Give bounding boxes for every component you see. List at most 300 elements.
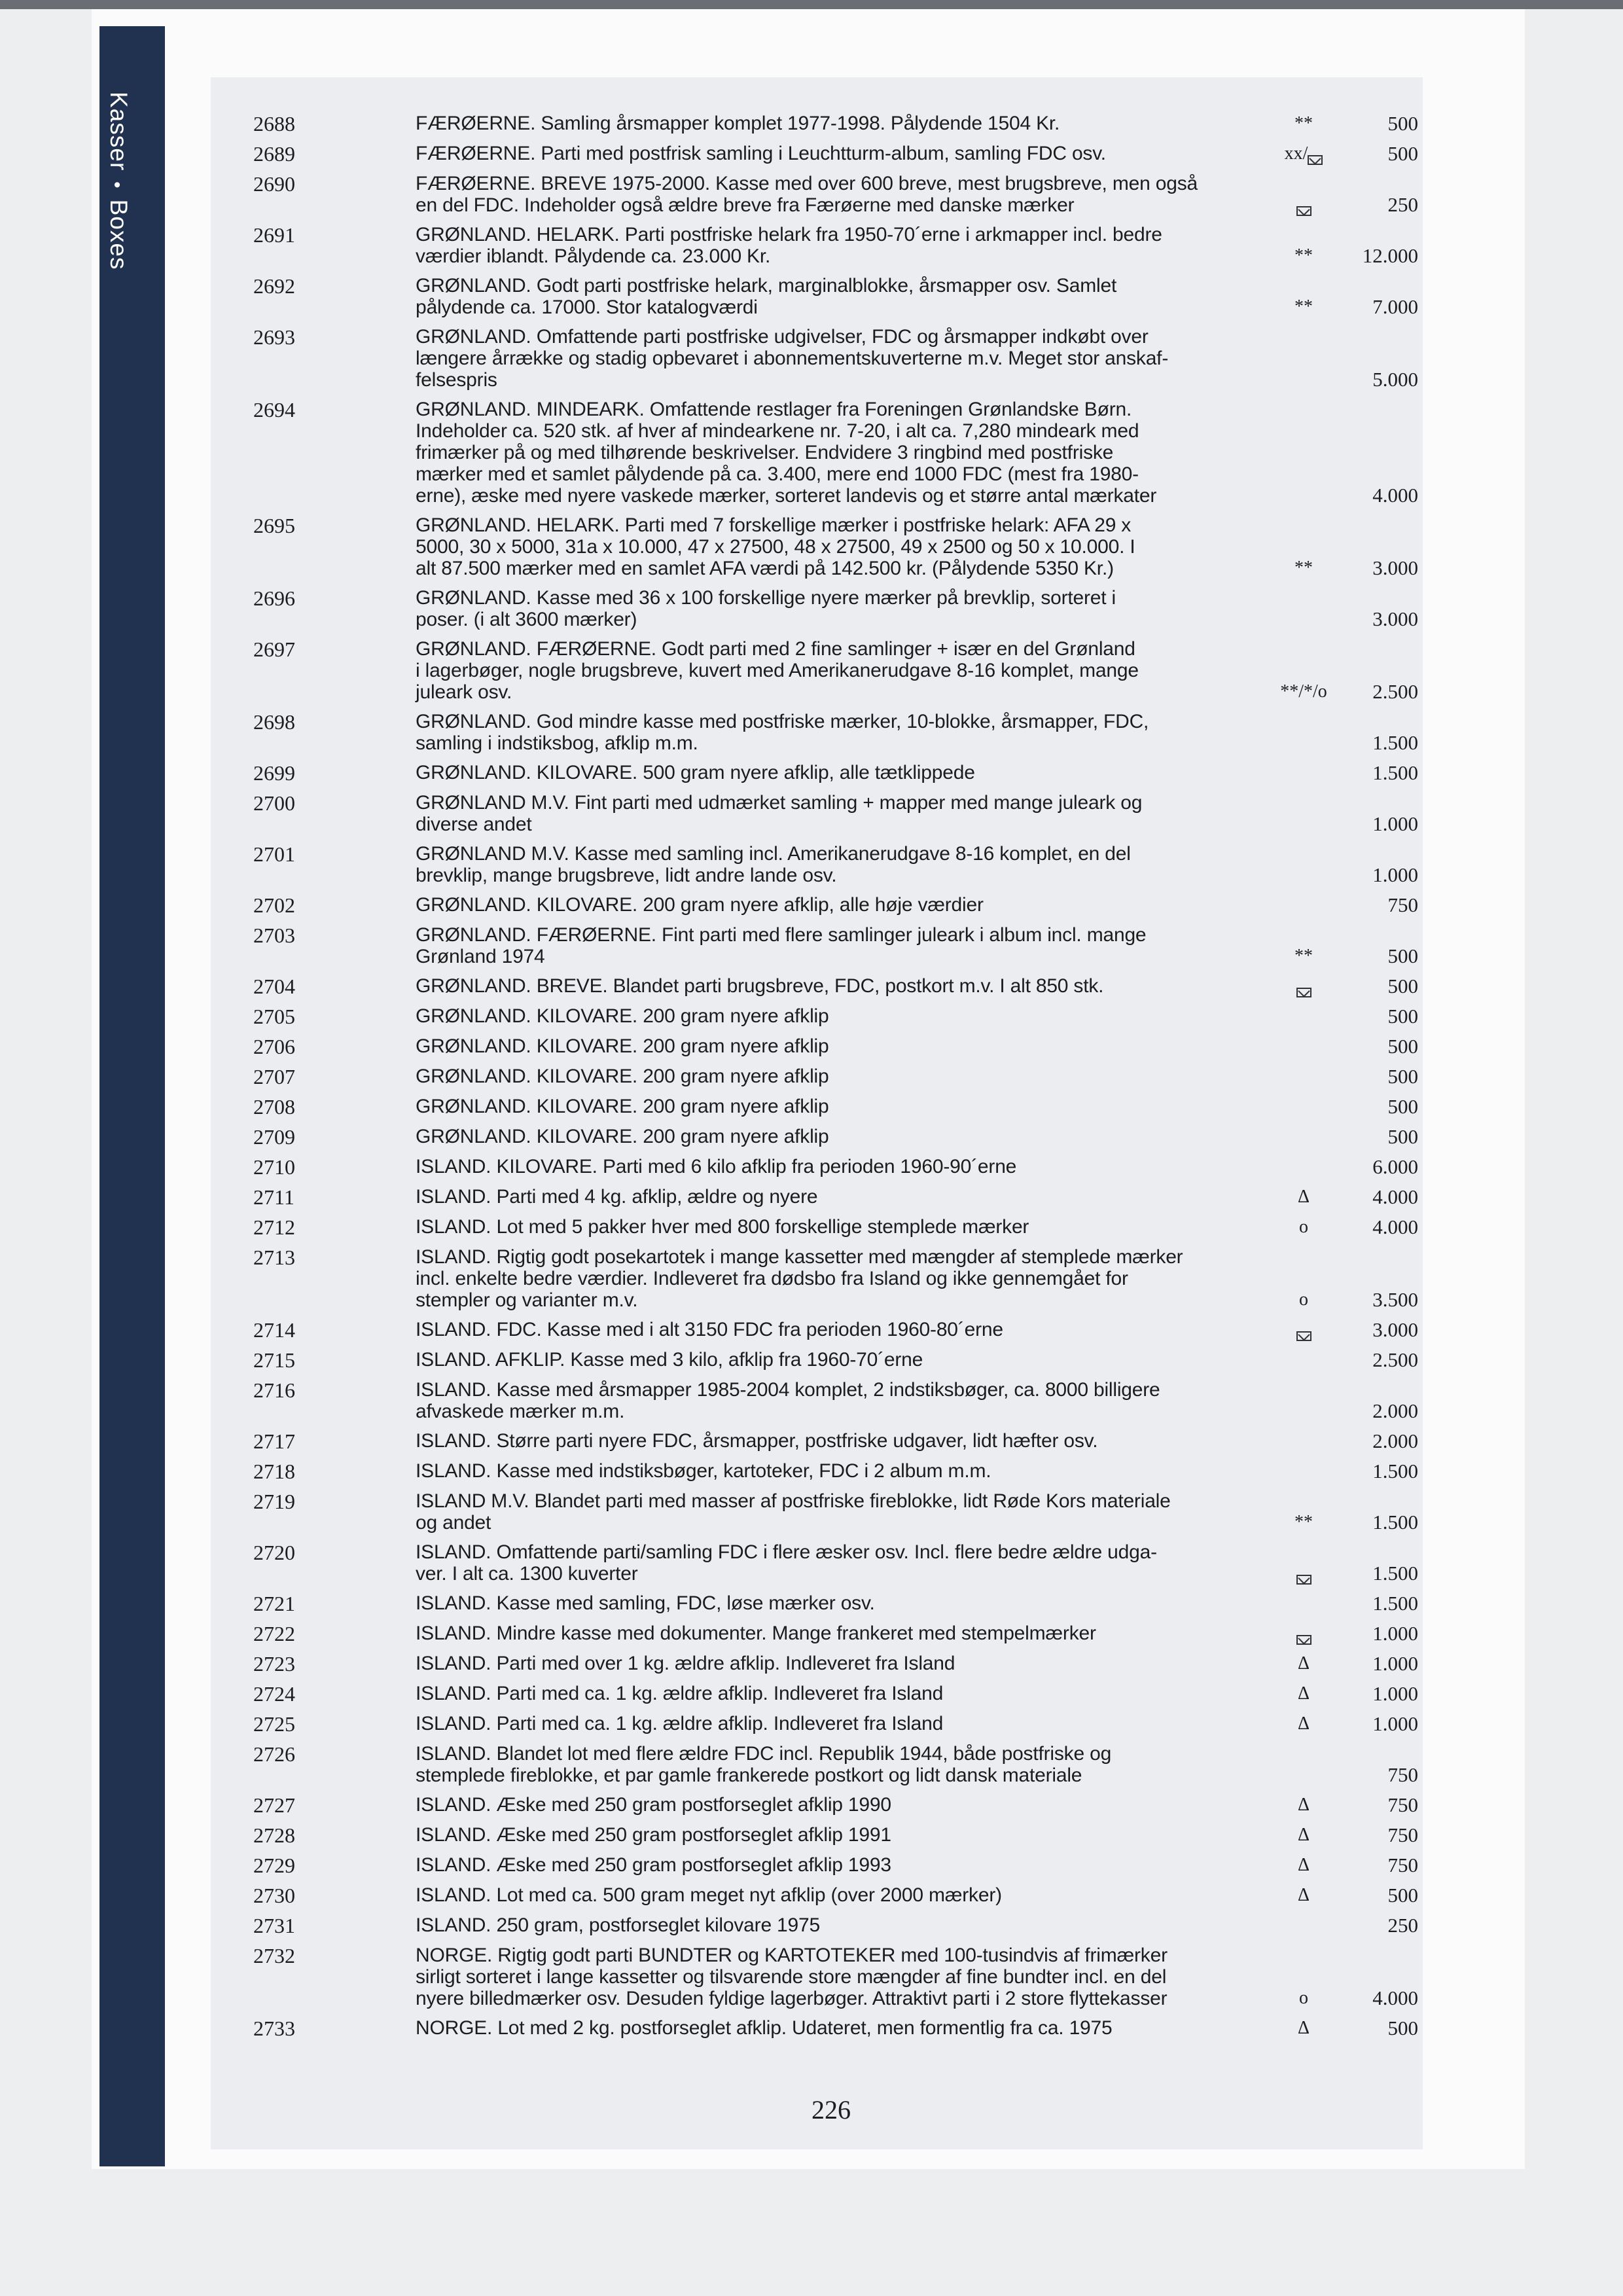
- lot-condition: [1255, 1541, 1353, 1585]
- lot-description: [416, 792, 1247, 835]
- lot-description-line: GRØNLAND. HELARK. Parti postfriske helark fra 1950-70´erne i arkmapper incl. bedre: [416, 224, 1162, 245]
- lot-number: 2722: [253, 1622, 295, 1645]
- lot-price: 4.000: [1372, 1986, 1418, 2009]
- lot-row: [211, 1096, 1421, 1118]
- lot-description: [416, 1623, 1247, 1645]
- lot-number: 2719: [253, 1490, 295, 1513]
- lot-price: 1.000: [1372, 812, 1418, 835]
- lot-description-line: ISLAND. 250 gram, postforseglet kilovare 1975: [416, 1914, 820, 1936]
- lot-price: 500: [1387, 142, 1418, 165]
- lot-description-line: juleark osv.: [416, 681, 512, 703]
- lot-condition: [1255, 224, 1353, 267]
- lot-description-line: ISLAND. AFKLIP. Kasse med 3 kilo, afklip fra 1960-70´erne: [416, 1349, 923, 1371]
- envelope-icon: [1296, 1575, 1311, 1585]
- lot-row: [211, 143, 1421, 165]
- lot-number: 2705: [253, 1005, 295, 1028]
- lot-number: 2699: [253, 761, 295, 785]
- lot-condition: [1255, 1379, 1353, 1422]
- lot-description-line: Grønland 1974: [416, 946, 545, 967]
- lot-number: 2703: [253, 924, 295, 947]
- lot-condition: [1255, 275, 1353, 318]
- lot-condition: [1255, 711, 1353, 754]
- lot-description: [416, 1824, 1247, 1846]
- lot-number: 2731: [253, 1914, 295, 1937]
- lot-condition: [1255, 514, 1353, 579]
- lot-number: 2710: [253, 1155, 295, 1179]
- lot-condition-symbol: o: [1299, 1289, 1308, 1310]
- lot-description-line: GRØNLAND. Omfattende parti postfriske udgivelser, FDC og årsmapper indkøbt over: [416, 326, 1149, 348]
- lot-condition: [1255, 326, 1353, 391]
- lot-description: [416, 1914, 1247, 1937]
- lot-description-line: GRØNLAND. FÆRØERNE. Godt parti med 2 fine samlinger + især en del Grønland: [416, 638, 1135, 660]
- lot-row: [211, 1623, 1421, 1645]
- lot-condition: [1255, 1430, 1353, 1452]
- lot-number: 2707: [253, 1065, 295, 1088]
- lot-description: [416, 113, 1247, 135]
- lot-number: 2721: [253, 1592, 295, 1615]
- lot-row: [211, 762, 1421, 784]
- lot-condition-symbol: **: [1294, 558, 1313, 578]
- lot-description-line: i lagerbøger, nogle brugsbreve, kuvert med Amerikanerudgave 8-16 komplet, mange: [416, 660, 1139, 681]
- lot-condition: [1255, 1653, 1353, 1675]
- lot-number: 2720: [253, 1541, 295, 1564]
- lot-price: 6.000: [1372, 1155, 1418, 1178]
- lot-description-line: incl. enkelte bedre værdier. Indleveret fra dødsbo fra Island og ikke gennemgået for: [416, 1268, 1128, 1289]
- lot-number: 2692: [253, 274, 295, 298]
- lot-price: 500: [1387, 1125, 1418, 1148]
- lot-condition: [1255, 762, 1353, 784]
- lot-condition: [1255, 1066, 1353, 1088]
- lot-condition-symbol: Δ: [1297, 1713, 1310, 1734]
- lot-price: 2.500: [1372, 680, 1418, 703]
- lot-number: 2713: [253, 1246, 295, 1269]
- lot-row: [211, 711, 1421, 754]
- lot-description: [416, 224, 1247, 267]
- lot-price: 750: [1387, 1854, 1418, 1876]
- lot-row: [211, 1683, 1421, 1705]
- lot-condition: [1255, 587, 1353, 630]
- lot-description: [416, 1884, 1247, 1907]
- lot-description-line: ISLAND. FDC. Kasse med i alt 3150 FDC fra perioden 1960-80´erne: [416, 1319, 1003, 1340]
- lot-condition-symbol: Δ: [1297, 1683, 1310, 1704]
- lot-description-line: stemplede fireblokke, et par gamle frankerede postkort og lidt dansk materiale: [416, 1765, 1082, 1786]
- lot-condition-symbol: Δ: [1297, 1855, 1310, 1875]
- lot-description-line: GRØNLAND M.V. Fint parti med udmærket samling + mapper med mange juleark og: [416, 792, 1143, 814]
- lot-condition: [1255, 1035, 1353, 1058]
- lot-description: [416, 894, 1247, 916]
- lot-condition: [1255, 1096, 1353, 1118]
- lot-price: 2.000: [1372, 1429, 1418, 1452]
- lot-price: 250: [1387, 193, 1418, 216]
- lot-description-line: alt 87.500 mærker med en samlet AFA værdi på 142.500 kr. (Pålydende 5350 Kr.): [416, 558, 1114, 579]
- lot-row: [211, 1319, 1421, 1341]
- lot-price: 3.000: [1372, 1318, 1418, 1341]
- lot-description: [416, 843, 1247, 886]
- lot-description-line: ISLAND. Kasse med årsmapper 1985-2004 komplet, 2 indstiksbøger, ca. 8000 billigere: [416, 1379, 1160, 1401]
- lot-price: 250: [1387, 1914, 1418, 1937]
- lot-condition: [1255, 975, 1353, 997]
- lot-description-line: ver. I alt ca. 1300 kuverter: [416, 1563, 638, 1585]
- lot-condition-symbol: Δ: [1297, 1187, 1310, 1207]
- lot-description: [416, 924, 1247, 967]
- lot-row: [211, 894, 1421, 916]
- lot-number: 2704: [253, 975, 295, 998]
- lot-number: 2711: [253, 1185, 294, 1209]
- lot-description: [416, 1945, 1247, 2009]
- lot-description-line: brevklip, mange brugsbreve, lidt andre lande osv.: [416, 865, 837, 886]
- lot-price: 3.000: [1372, 556, 1418, 579]
- lot-row: [211, 587, 1421, 630]
- lot-row: [211, 224, 1421, 267]
- lot-price: 750: [1387, 893, 1418, 916]
- lot-condition: [1255, 1854, 1353, 1876]
- envelope-icon: [1296, 1331, 1311, 1341]
- lot-description-line: FÆRØERNE. Parti med postfrisk samling i Leuchtturm-album, samling FDC osv.: [416, 143, 1106, 164]
- lot-condition-symbol: Δ: [1297, 1653, 1310, 1674]
- lot-condition: [1255, 1319, 1353, 1341]
- lot-number: 2723: [253, 1652, 295, 1676]
- lot-row: [211, 924, 1421, 967]
- lot-condition-symbol: Δ: [1297, 1795, 1310, 1815]
- section-title-danish: Kasser: [105, 92, 132, 171]
- lot-condition-symbol: Δ: [1297, 1885, 1310, 1905]
- lot-description-line: GRØNLAND. FÆRØERNE. Fint parti med flere samlinger juleark i album incl. mange: [416, 924, 1147, 946]
- lot-description: [416, 1794, 1247, 1816]
- lot-condition: [1255, 399, 1353, 507]
- lot-description-line: GRØNLAND. BREVE. Blandet parti brugsbreve, FDC, postkort m.v. I alt 850 stk.: [416, 975, 1104, 997]
- lot-description: [416, 399, 1247, 507]
- lot-condition: [1255, 143, 1353, 165]
- lot-price: 4.000: [1372, 484, 1418, 507]
- lot-description-line: ISLAND. Parti med ca. 1 kg. ældre afklip. Indleveret fra Island: [416, 1713, 944, 1734]
- lot-description-line: 5000, 30 x 5000, 31a x 10.000, 47 x 27500, 48 x 27500, 49 x 2500 og 50 x 10.000. I: [416, 536, 1135, 558]
- section-title-english: Boxes: [105, 199, 132, 270]
- lot-price: 1.500: [1372, 761, 1418, 784]
- lot-number: 2727: [253, 1793, 295, 1817]
- lot-condition: [1255, 113, 1353, 135]
- lot-number: 2706: [253, 1035, 295, 1058]
- lot-price: 2.000: [1372, 1399, 1418, 1422]
- lot-row: [211, 1592, 1421, 1615]
- lot-price: 4.000: [1372, 1185, 1418, 1208]
- lot-condition-symbol: xx/: [1284, 143, 1308, 164]
- lot-description-line: diverse andet: [416, 814, 532, 835]
- lot-number: 2688: [253, 112, 295, 135]
- lot-row: [211, 173, 1421, 216]
- lot-description-line: ISLAND. Større parti nyere FDC, årsmapper, postfriske udgaver, lidt hæfter osv.: [416, 1430, 1098, 1452]
- lot-price: 1.000: [1372, 1622, 1418, 1645]
- lot-description: [416, 1379, 1247, 1422]
- lot-condition: [1255, 1914, 1353, 1937]
- lot-number: 2724: [253, 1682, 295, 1706]
- lot-description: [416, 1005, 1247, 1028]
- lot-description-line: GRØNLAND. HELARK. Parti med 7 forskellige mærker i postfriske helark: AFA 29 x: [416, 514, 1132, 536]
- lot-description-line: afvaskede mærker m.m.: [416, 1401, 625, 1422]
- lot-condition: [1255, 1592, 1353, 1615]
- lot-description-line: ISLAND. Lot med 5 pakker hver med 800 forskellige stemplede mærker: [416, 1216, 1029, 1238]
- lot-row: [211, 1430, 1421, 1452]
- lot-price: 750: [1387, 1763, 1418, 1786]
- lot-price: 1.000: [1372, 1652, 1418, 1675]
- lot-row: [211, 514, 1421, 579]
- lot-price: 1.500: [1372, 1592, 1418, 1615]
- lot-description-line: ISLAND. Omfattende parti/samling FDC i flere æsker osv. Incl. flere bedre ældre udga-: [416, 1541, 1157, 1563]
- lot-price: 1.000: [1372, 1682, 1418, 1705]
- lot-description-line: stempler og varianter m.v.: [416, 1289, 638, 1311]
- lot-description-line: GRØNLAND. KILOVARE. 200 gram nyere afklip: [416, 1066, 829, 1087]
- lot-description: [416, 1216, 1247, 1238]
- lot-number: 2697: [253, 637, 295, 661]
- lot-number: 2696: [253, 586, 295, 610]
- lot-row: [211, 2017, 1421, 2039]
- lot-description-line: poser. (i alt 3600 mærker): [416, 609, 637, 630]
- lot-description-line: en del FDC. Indeholder også ældre breve fra Færøerne med danske mærker: [416, 194, 1075, 216]
- lot-description: [416, 1126, 1247, 1148]
- lot-description-line: ISLAND. Parti med over 1 kg. ældre afklip. Indleveret fra Island: [416, 1653, 955, 1674]
- lot-description-line: NORGE. Lot med 2 kg. postforseglet afklip. Udateret, men formentlig fra ca. 1975: [416, 2017, 1113, 2039]
- lot-description: [416, 762, 1247, 784]
- lot-description-line: pålydende ca. 17000. Stor katalogværdi: [416, 296, 758, 318]
- lot-description-line: FÆRØERNE. Samling årsmapper komplet 1977-1998. Pålydende 1504 Kr.: [416, 113, 1060, 134]
- lot-price: 500: [1387, 1065, 1418, 1088]
- lot-price: 1.500: [1372, 1460, 1418, 1482]
- lot-number: 2718: [253, 1460, 295, 1483]
- lot-condition: [1255, 1884, 1353, 1907]
- lot-description-line: ISLAND. Mindre kasse med dokumenter. Mange frankeret med stempelmærker: [416, 1623, 1096, 1644]
- lot-description: [416, 514, 1247, 579]
- lot-description: [416, 326, 1247, 391]
- lot-description: [416, 587, 1247, 630]
- lot-description: [416, 1186, 1247, 1208]
- lot-row: [211, 1653, 1421, 1675]
- lot-row: [211, 1743, 1421, 1786]
- envelope-icon: [1296, 988, 1311, 997]
- lot-price: 5.000: [1372, 368, 1418, 391]
- lot-price: 1.500: [1372, 1511, 1418, 1534]
- lot-description-line: og andet: [416, 1512, 491, 1534]
- lot-description: [416, 638, 1247, 703]
- lot-condition-symbol: **: [1294, 1512, 1313, 1532]
- lot-description-line: GRØNLAND. KILOVARE. 200 gram nyere afklip: [416, 1035, 829, 1057]
- lot-number: 2709: [253, 1125, 295, 1149]
- lot-condition: [1255, 843, 1353, 886]
- lot-description-line: ISLAND. Kasse med samling, FDC, løse mærker osv.: [416, 1592, 875, 1614]
- lot-number: 2714: [253, 1318, 295, 1342]
- lot-number: 2715: [253, 1348, 295, 1372]
- lot-description: [416, 1349, 1247, 1371]
- lot-condition: [1255, 894, 1353, 916]
- lot-row: [211, 638, 1421, 703]
- lot-condition: [1255, 1460, 1353, 1482]
- lot-description-line: værdier iblandt. Pålydende ca. 23.000 Kr.: [416, 245, 771, 267]
- lot-description: [416, 1319, 1247, 1341]
- lot-description-line: ISLAND. Æske med 250 gram postforseglet afklip 1990: [416, 1794, 891, 1816]
- lot-condition: [1255, 1945, 1353, 2009]
- lot-condition: [1255, 1683, 1353, 1705]
- lot-condition: [1255, 1743, 1353, 1786]
- lot-price: 1.000: [1372, 1712, 1418, 1735]
- lot-condition: [1255, 1126, 1353, 1148]
- lot-price: 1.000: [1372, 863, 1418, 886]
- lot-description-line: ISLAND. Rigtig godt posekartotek i mange kassetter med mængder af stemplede mærker: [416, 1246, 1183, 1268]
- lot-condition: [1255, 792, 1353, 835]
- lot-price: 750: [1387, 1793, 1418, 1816]
- lot-condition-symbol: o: [1299, 1217, 1308, 1237]
- lot-description-line: GRØNLAND M.V. Kasse med samling incl. Amerikanerudgave 8-16 komplet, en del: [416, 843, 1131, 865]
- lot-description: [416, 143, 1247, 165]
- lot-condition-symbol: **/*/o: [1280, 681, 1327, 702]
- page-number: 226: [812, 2095, 851, 2125]
- lot-number: 2729: [253, 1854, 295, 1877]
- lot-description: [416, 1096, 1247, 1118]
- lot-number: 2689: [253, 142, 295, 166]
- lot-condition: [1255, 1349, 1353, 1371]
- lot-number: 2717: [253, 1429, 295, 1453]
- lot-number: 2726: [253, 1742, 295, 1766]
- lot-description-line: frimærker på og med tilhørende beskrivelser. Endvidere 3 ringbind med postfriske: [416, 442, 1114, 463]
- lot-number: 2694: [253, 398, 295, 422]
- lot-price: 750: [1387, 1823, 1418, 1846]
- lot-description-line: NORGE. Rigtig godt parti BUNDTER og KARTOTEKER med 100-tusindvis af frimærker: [416, 1945, 1168, 1966]
- lot-row: [211, 1884, 1421, 1907]
- lot-condition: [1255, 1186, 1353, 1208]
- lot-description: [416, 1854, 1247, 1876]
- lot-price: 500: [1387, 944, 1418, 967]
- lot-row: [211, 1460, 1421, 1482]
- lot-description: [416, 1246, 1247, 1311]
- lot-description-line: nyere billedmærker osv. Desuden fyldige lagerbøger. Attraktivt parti i 2 store flyttekasser: [416, 1988, 1168, 2009]
- lot-description: [416, 1490, 1247, 1534]
- lot-condition: [1255, 1490, 1353, 1534]
- lot-row: [211, 1914, 1421, 1937]
- lot-row: [211, 1349, 1421, 1371]
- lot-number: 2708: [253, 1095, 295, 1119]
- lot-condition-symbol: **: [1294, 296, 1313, 317]
- lot-row: [211, 1005, 1421, 1028]
- lot-price: 500: [1387, 1884, 1418, 1907]
- lot-description-line: FÆRØERNE. BREVE 1975-2000. Kasse med over 600 breve, mest brugsbreve, men også: [416, 173, 1198, 194]
- scan-top-edge: [0, 0, 1623, 9]
- lot-price: 500: [1387, 112, 1418, 135]
- lot-row: [211, 843, 1421, 886]
- lot-row: [211, 975, 1421, 997]
- lot-description: [416, 2017, 1247, 2039]
- lot-condition: [1255, 1713, 1353, 1735]
- lot-description: [416, 1541, 1247, 1585]
- lot-row: [211, 275, 1421, 318]
- lot-description-line: GRØNLAND. Godt parti postfriske helark, marginalblokke, årsmapper osv. Samlet: [416, 275, 1117, 296]
- lot-number: 2701: [253, 842, 295, 866]
- lot-number: 2693: [253, 325, 295, 349]
- lot-condition: [1255, 1005, 1353, 1028]
- lot-row: [211, 1794, 1421, 1816]
- lot-description-line: mærker med et samlet pålydende på ca. 3.400, mere end 1000 FDC (mest fra 1980-: [416, 463, 1139, 485]
- lot-number: 2725: [253, 1712, 295, 1736]
- lot-row: [211, 1246, 1421, 1311]
- lot-condition-symbol: **: [1294, 946, 1313, 966]
- lot-condition-symbol: Δ: [1297, 2018, 1310, 2038]
- lot-number: 2698: [253, 710, 295, 734]
- lot-description: [416, 1066, 1247, 1088]
- lot-description-line: ISLAND. KILOVARE. Parti med 6 kilo afklip fra perioden 1960-90´erne: [416, 1156, 1017, 1177]
- lot-description-line: ISLAND. Æske med 250 gram postforseglet afklip 1991: [416, 1824, 891, 1846]
- lot-row: [211, 1713, 1421, 1735]
- lot-description-line: ISLAND. Æske med 250 gram postforseglet afklip 1993: [416, 1854, 891, 1876]
- lot-description-line: GRØNLAND. God mindre kasse med postfriske mærker, 10-blokke, årsmapper, FDC,: [416, 711, 1149, 732]
- envelope-icon: [1296, 1635, 1311, 1645]
- lot-description: [416, 1430, 1247, 1452]
- lot-price: 500: [1387, 2017, 1418, 2039]
- lot-row: [211, 1541, 1421, 1585]
- lot-description: [416, 1653, 1247, 1675]
- lot-condition: [1255, 1246, 1353, 1311]
- lot-condition: [1255, 1824, 1353, 1846]
- lot-description: [416, 1713, 1247, 1735]
- lot-row: [211, 399, 1421, 507]
- lot-number: 2733: [253, 2017, 295, 2040]
- lot-description-line: længere årrække og stadig opbevaret i abonnementskuverterne m.v. Meget stor anskaf-: [416, 348, 1169, 369]
- lot-number: 2695: [253, 514, 295, 537]
- lot-description: [416, 173, 1247, 216]
- lot-description-line: sirligt sorteret i lange kassetter og tilsvarende store mængder af fine bundter incl. en del: [416, 1966, 1167, 1988]
- lot-row: [211, 1186, 1421, 1208]
- lot-number: 2691: [253, 223, 295, 247]
- lot-condition-symbol: Δ: [1297, 1825, 1310, 1845]
- lot-condition-symbol: o: [1299, 1988, 1308, 2008]
- lot-description: [416, 1592, 1247, 1615]
- lot-number: 2728: [253, 1823, 295, 1847]
- lot-price: 2.500: [1372, 1348, 1418, 1371]
- lot-description-line: GRØNLAND. Kasse med 36 x 100 forskellige nyere mærker på brevklip, sorteret i: [416, 587, 1116, 609]
- lot-row: [211, 1216, 1421, 1238]
- lot-description-line: ISLAND. Lot med ca. 500 gram meget nyt afklip (over 2000 mærker): [416, 1884, 1002, 1906]
- lot-row: [211, 1035, 1421, 1058]
- lot-description-line: samling i indstiksbog, afklip m.m.: [416, 732, 698, 754]
- section-side-tab-label: [105, 92, 132, 270]
- lot-row: [211, 326, 1421, 391]
- lot-row: [211, 113, 1421, 135]
- lot-list: [211, 113, 1421, 2047]
- lot-condition: [1255, 1156, 1353, 1178]
- lot-description-line: erne), æske med nyere vaskede mærker, sorteret landevis og et større antal mærkater: [416, 485, 1157, 507]
- lot-row: [211, 1490, 1421, 1534]
- lot-description-line: GRØNLAND. KILOVARE. 200 gram nyere afklip: [416, 1126, 829, 1147]
- envelope-icon: [1296, 206, 1311, 216]
- envelope-icon: [1308, 155, 1323, 165]
- section-separator: •: [106, 181, 128, 189]
- lot-description-line: Indeholder ca. 520 stk. af hver af mindearkene nr. 7-20, i alt ca. 7,280 mindeark med: [416, 420, 1139, 442]
- lot-price: 500: [1387, 975, 1418, 997]
- lot-description-line: GRØNLAND. KILOVARE. 200 gram nyere afklip, alle høje værdier: [416, 894, 984, 916]
- lot-description: [416, 711, 1247, 754]
- lot-number: 2702: [253, 893, 295, 917]
- lot-row: [211, 1126, 1421, 1148]
- lot-description: [416, 275, 1247, 318]
- lot-description-line: GRØNLAND. KILOVARE. 200 gram nyere afklip: [416, 1096, 829, 1117]
- lot-price: 500: [1387, 1035, 1418, 1058]
- lot-description: [416, 1035, 1247, 1058]
- lot-description: [416, 975, 1247, 997]
- lot-price: 1.500: [1372, 1562, 1418, 1585]
- lot-description: [416, 1683, 1247, 1705]
- lot-row: [211, 1156, 1421, 1178]
- lot-price: 1.500: [1372, 731, 1418, 754]
- lot-number: 2700: [253, 791, 295, 815]
- lot-description-line: ISLAND. Blandet lot med flere ældre FDC incl. Republik 1944, både postfriske og: [416, 1743, 1112, 1765]
- lot-description-line: ISLAND. Kasse med indstiksbøger, kartoteker, FDC i 2 album m.m.: [416, 1460, 991, 1482]
- lot-price: 500: [1387, 1005, 1418, 1028]
- lot-row: [211, 1379, 1421, 1422]
